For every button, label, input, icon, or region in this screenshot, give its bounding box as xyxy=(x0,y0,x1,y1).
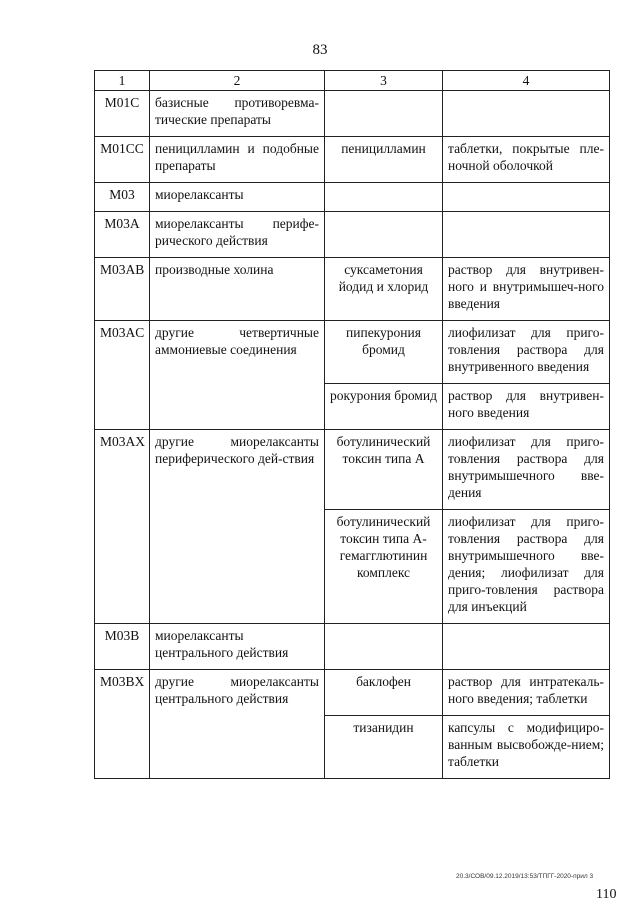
drug-name-cell xyxy=(325,183,443,212)
dosage-form-cell: таблетки, покрытые пле-ночной оболочкой xyxy=(443,137,610,183)
footer-page-number: 110 xyxy=(596,887,617,902)
table-row xyxy=(95,624,610,670)
drug-name-cell: пеницилламин xyxy=(325,137,443,183)
column-header-4: 4 xyxy=(443,71,610,91)
page-number: 83 xyxy=(312,42,328,58)
dosage-form-cell: лиофилизат для приго-товления раствора для внутримышечного вве-дения xyxy=(443,430,610,510)
dosage-form-cell: капсулы с модифициро-ванным высвобожде-нием; таблетки xyxy=(443,716,610,779)
table-row xyxy=(95,321,610,384)
dosage-form-cell: раствор для внутривен-ного введения xyxy=(443,384,610,430)
atc-code-cell: M03A xyxy=(95,212,150,258)
dosage-form-cell xyxy=(443,183,610,212)
medication-table xyxy=(94,70,610,779)
atc-code-cell: M01C xyxy=(95,91,150,137)
group-name-cell: миорелаксанты xyxy=(150,183,325,212)
atc-code-cell: M03 xyxy=(95,183,150,212)
group-name-cell: другие четвертичные аммониевые соединения xyxy=(150,321,325,430)
atc-code-cell: M03B xyxy=(95,624,150,670)
atc-code-cell: M03AX xyxy=(95,430,150,624)
group-name-cell: миорелаксанты перифе-рического действия xyxy=(150,212,325,258)
atc-code-cell: M03AB xyxy=(95,258,150,321)
drug-name-cell xyxy=(325,91,443,137)
drug-name-cell: суксаметония йодид и хлорид xyxy=(325,258,443,321)
drug-name-cell: баклофен xyxy=(325,670,443,716)
drug-name-cell: пипекурония бромид xyxy=(325,321,443,384)
footer-document-code: 20.3/СОВ/09.12.2019/13:53/ТПГГ-2020-прил 3 xyxy=(456,873,594,880)
table-row xyxy=(95,430,610,510)
group-name-cell: миорелаксанты центрального действия xyxy=(150,624,325,670)
atc-code-cell: M03AC xyxy=(95,321,150,430)
group-name-cell: другие миорелаксанты периферического дей-ствия xyxy=(150,430,325,624)
dosage-form-cell: лиофилизат для приго-товления раствора для внутримышечного вве-дения; лиофилизат для приго-товления раствора для инъекций xyxy=(443,510,610,624)
drug-name-cell: рокурония бромид xyxy=(325,384,443,430)
column-header-3: 3 xyxy=(325,71,443,91)
column-header-2: 2 xyxy=(150,71,325,91)
group-name-cell: пеницилламин и подобные препараты xyxy=(150,137,325,183)
dosage-form-cell: лиофилизат для приго-товления раствора для внутривенного введения xyxy=(443,321,610,384)
dosage-form-cell xyxy=(443,212,610,258)
table-row xyxy=(95,258,610,321)
group-name-cell: базисные противоревма-тические препараты xyxy=(150,91,325,137)
drug-name-cell: ботулинический токсин типа A-гемагглютинин комплекс xyxy=(325,510,443,624)
table-row xyxy=(95,183,610,212)
dosage-form-cell: раствор для интратекаль-ного введения; таблетки xyxy=(443,670,610,716)
dosage-form-cell: раствор для внутривен-ного и внутримышеч-ного введения xyxy=(443,258,610,321)
table-row xyxy=(95,91,610,137)
group-name-cell: другие миорелаксанты центрального действия xyxy=(150,670,325,779)
table-header-row xyxy=(95,71,610,91)
table-row xyxy=(95,137,610,183)
drug-name-cell xyxy=(325,624,443,670)
group-name-cell: производные холина xyxy=(150,258,325,321)
dosage-form-cell xyxy=(443,91,610,137)
drug-name-cell: ботулинический токсин типа A xyxy=(325,430,443,510)
table-row xyxy=(95,212,610,258)
dosage-form-cell xyxy=(443,624,610,670)
atc-code-cell: M01CC xyxy=(95,137,150,183)
column-header-1: 1 xyxy=(95,71,150,91)
drug-name-cell xyxy=(325,212,443,258)
table-row xyxy=(95,670,610,716)
drug-name-cell: тизанидин xyxy=(325,716,443,779)
atc-code-cell: M03BX xyxy=(95,670,150,779)
